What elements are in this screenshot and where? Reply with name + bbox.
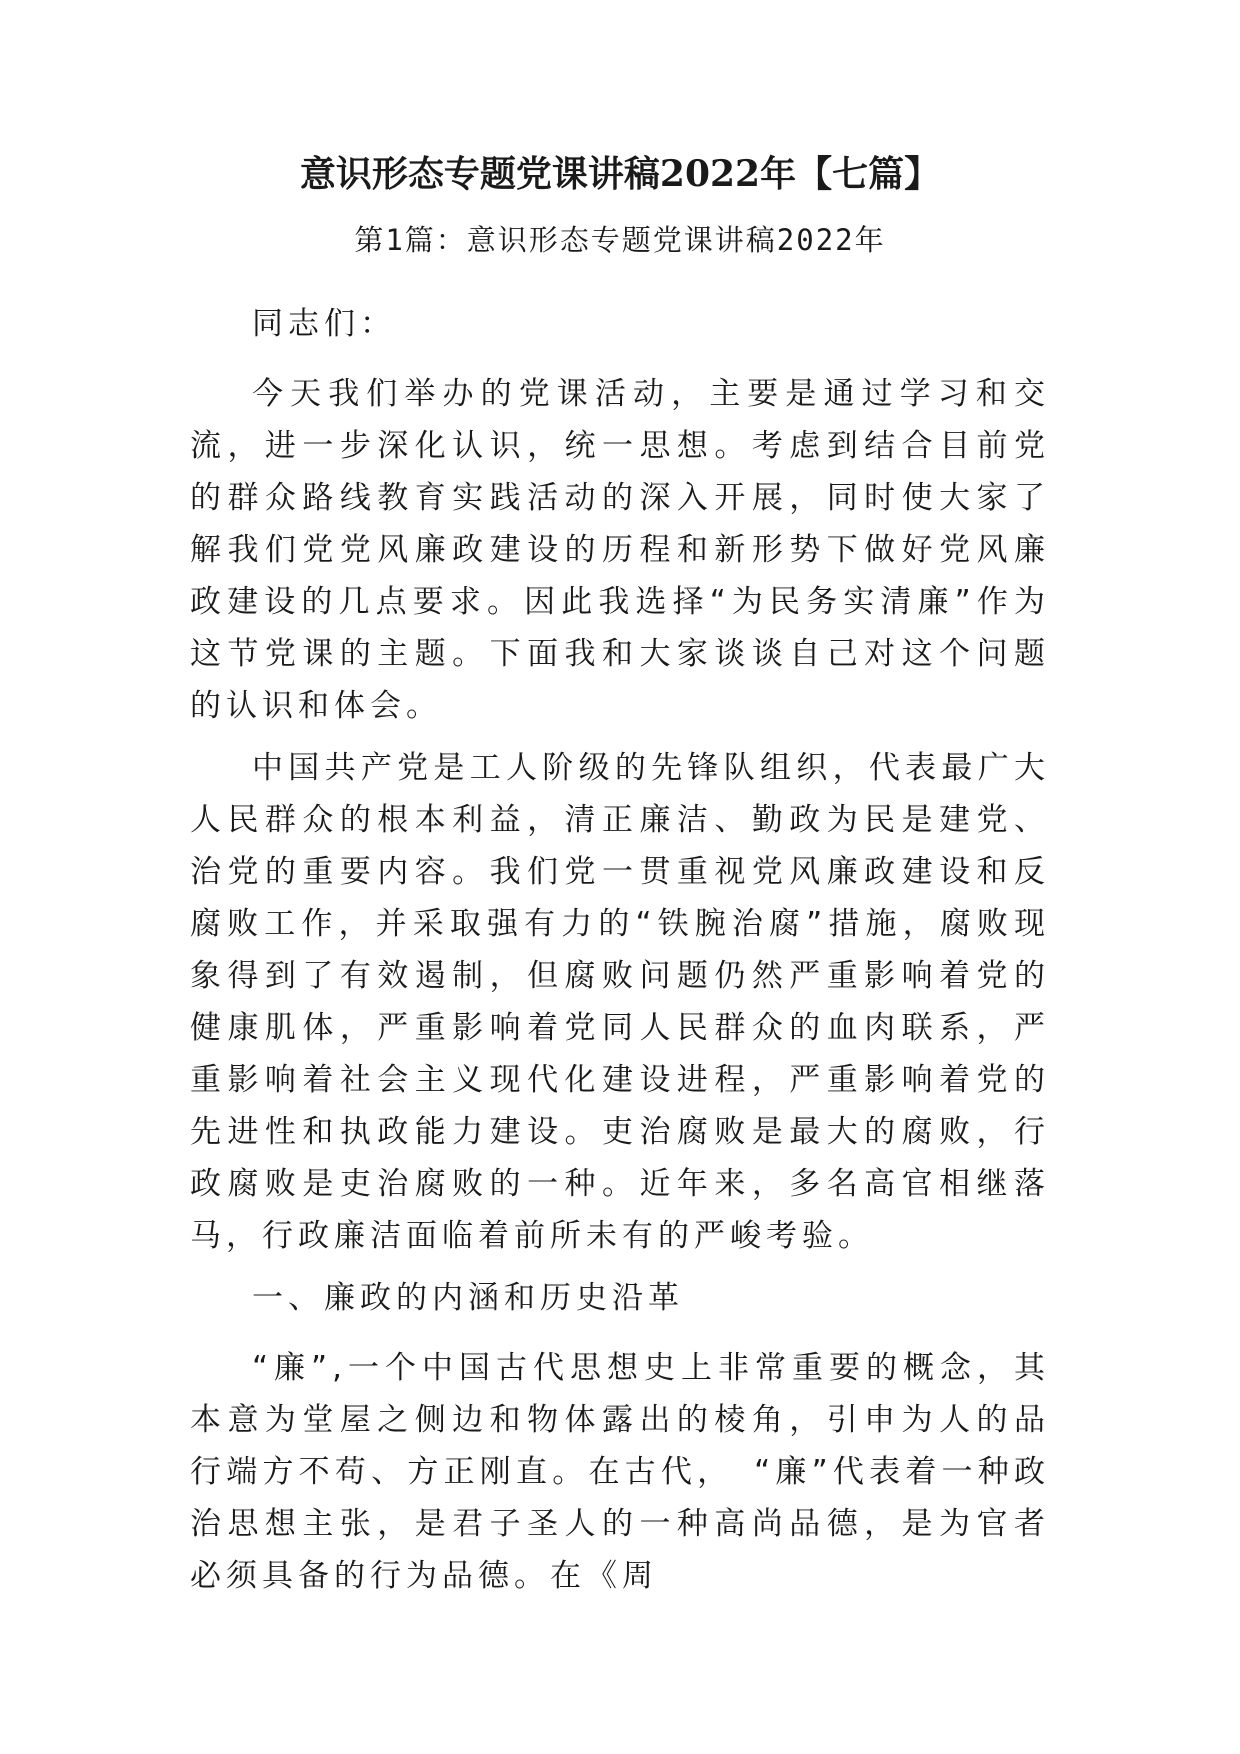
salutation: 同志们： [252,306,396,342]
paragraph-intro: 今天我们举办的党课活动，主要是通过学习和交流，进一步深化认识，统一思想。考虑到结合目前党的群众路线教育实践活动的深入开展，同时使大家了解我们党党风廉政建设的历程和新形势下做好党风廉政建设的几点要求。因此我选择“为民务实清廉”作为这节党课的主题。下面我和大家谈谈自己对这个问题的认识和体会。 [190,376,1050,724]
document-title: 意识形态专题党课讲稿2022年【七篇】 [299,153,941,195]
section-heading: 一、廉政的内涵和历史沿革 [252,1280,684,1316]
paragraph-party-integrity: 中国共产党是工人阶级的先锋队组织，代表最广大人民群众的根本利益，清正廉洁、勤政为民是建党、治党的重要内容。我们党一贯重视党风廉政建设和反腐败工作，并采取强有力的“铁腕治腐”措施，腐败现象得到了有效遏制，但腐败问题仍然严重影响着党的健康肌体，严重影响着党同人民群众的血肉联系，严重影响着社会主义现代化建设进程，严重影响着党的先进性和执政能力建设。吏治腐败是最大的腐败，行政腐败是吏治腐败的一种。近年来，多名高官相继落马，行政廉洁面临着前所未有的严峻考验。 [190,750,1050,1254]
paragraph-lian-definition: “廉”,一个中国古代思想史上非常重要的概念，其本意为堂屋之侧边和物体露出的棱角，引申为人的品行端方不苟、方正刚直。在古代， “廉”代表着一种政治思想主张，是君子圣人的一种高尚品德，是为官者必须具备的行为品德。在《周 [190,1350,1050,1594]
document-subtitle: 第1篇：意识形态专题党课讲稿2022年 [354,223,886,257]
document-body [190,298,1050,1612]
